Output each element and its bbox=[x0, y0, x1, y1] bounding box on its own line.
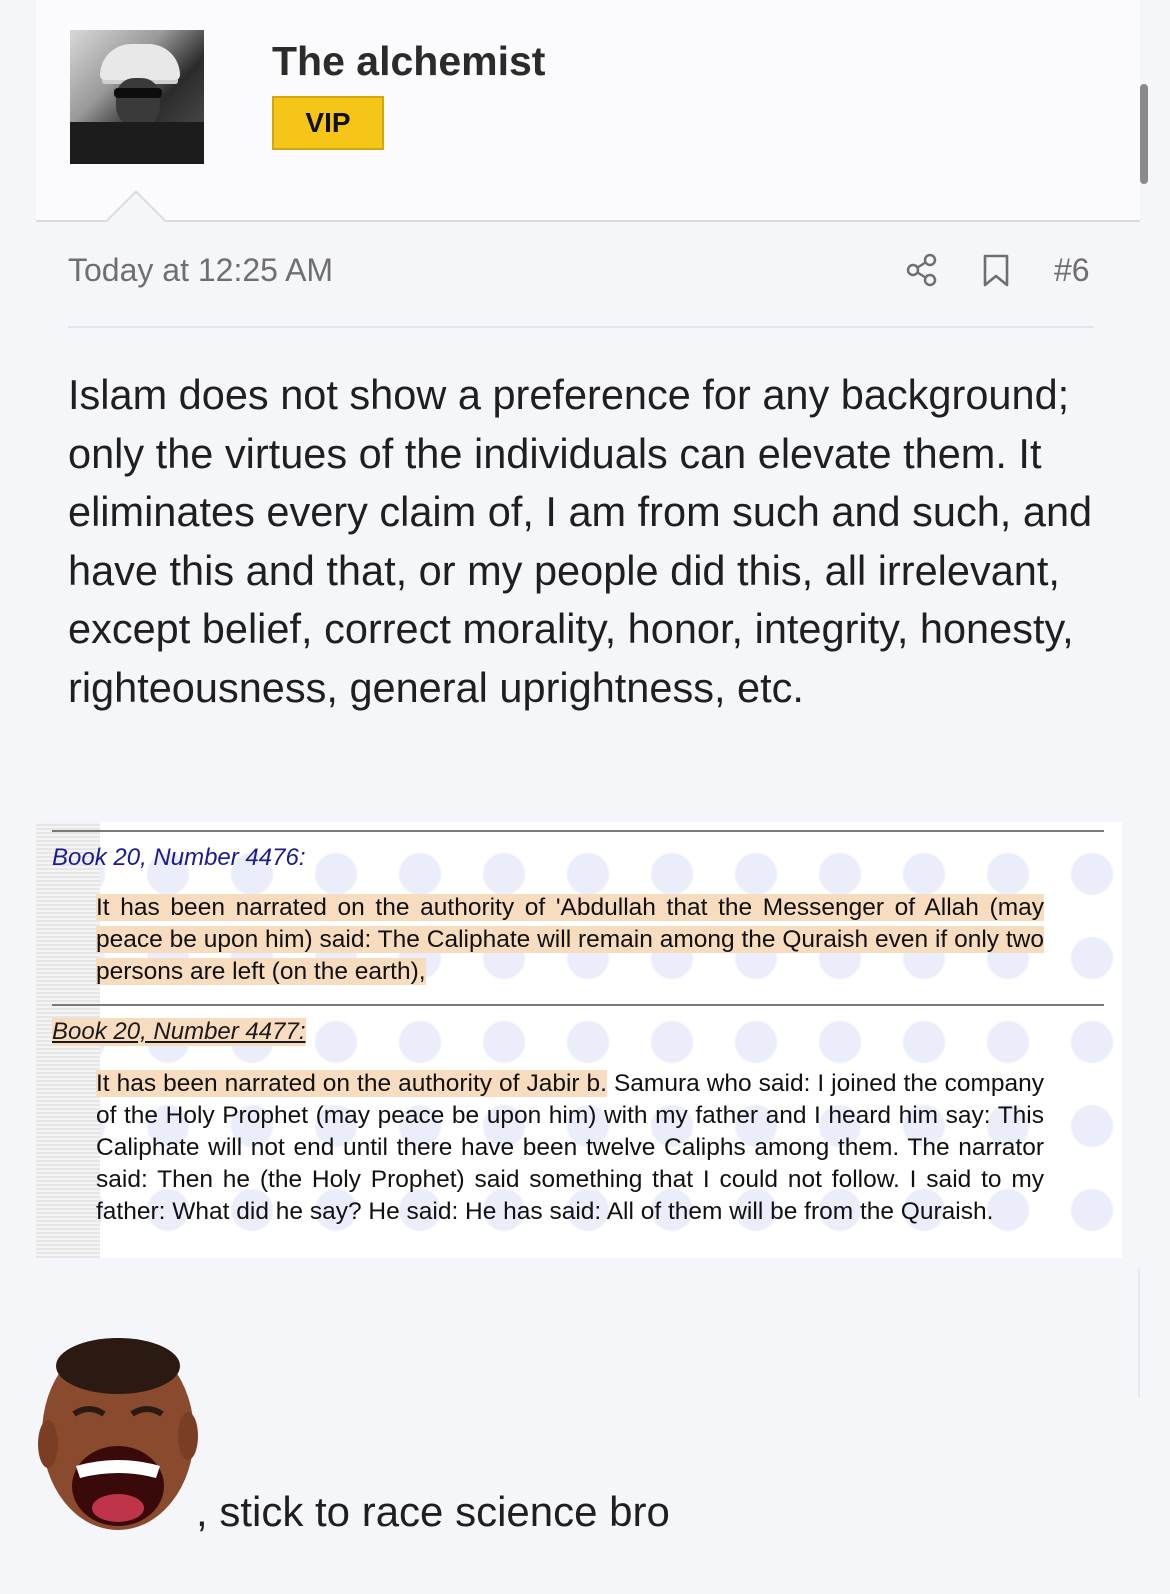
rule-top bbox=[52, 830, 1104, 832]
hat-shape bbox=[100, 44, 180, 80]
scrollbar[interactable] bbox=[1140, 84, 1148, 184]
share-icon[interactable] bbox=[904, 252, 938, 288]
laughing-face-icon bbox=[34, 1336, 198, 1542]
reply-text: , stick to race science bro bbox=[196, 1488, 670, 1535]
hadith-text: Samura who said: I joined the company of the Holy Prophet (may peace be upon him) with my father and I heard him say: This Caliphate will not end until there have been twelve Caliphs among them. The narrator said: Then he (the Holy Prophet) said something that I could not follow. I said to my father: What did he say? He said: He has said: All of them will be from the Quraish. bbox=[96, 1070, 1044, 1225]
book-ref-4477: Book 20, Number 4477: bbox=[52, 1018, 306, 1045]
body-shape bbox=[70, 122, 204, 164]
post-timestamp[interactable]: Today at 12:25 AM bbox=[68, 252, 334, 288]
side-divider bbox=[1138, 1268, 1140, 1398]
highlighted-text: It has been narrated on the authority of 'Abdullah that the Messenger of Allah (may peace be upon him) said: The Caliphate will remain among the Quraish even if only two persons are left (on the earth), bbox=[96, 894, 1044, 985]
avatar[interactable] bbox=[70, 30, 204, 164]
post-body: Islam does not show a preference for any background; only the virtues of the individuals can elevate them. It eliminates every claim of, I am from such and such, and have this and that, or my people did this, all irrelevant, except belief, correct morality, honor, integrity, honesty, righteousness, general uprightness, etc. bbox=[68, 371, 1093, 711]
quoted-screenshot bbox=[36, 822, 1122, 1258]
vip-badge: VIP bbox=[272, 96, 384, 150]
card-pointer bbox=[104, 190, 168, 222]
user-card bbox=[36, 0, 1140, 222]
divider bbox=[68, 326, 1094, 328]
post-number[interactable]: #6 bbox=[1054, 252, 1090, 288]
username[interactable]: The alchemist bbox=[272, 38, 546, 84]
hadith-4476 bbox=[96, 892, 1044, 988]
sunglasses-shape bbox=[114, 88, 162, 98]
rule-middle bbox=[52, 1004, 1104, 1006]
highlighted-text: It has been narrated on the authority of Jabir b. bbox=[96, 1070, 607, 1097]
bookmark-icon[interactable] bbox=[982, 254, 1010, 288]
hadith-4477 bbox=[96, 1068, 1044, 1228]
face-shape bbox=[116, 78, 160, 128]
book-ref-4476: Book 20, Number 4476: bbox=[52, 844, 306, 871]
